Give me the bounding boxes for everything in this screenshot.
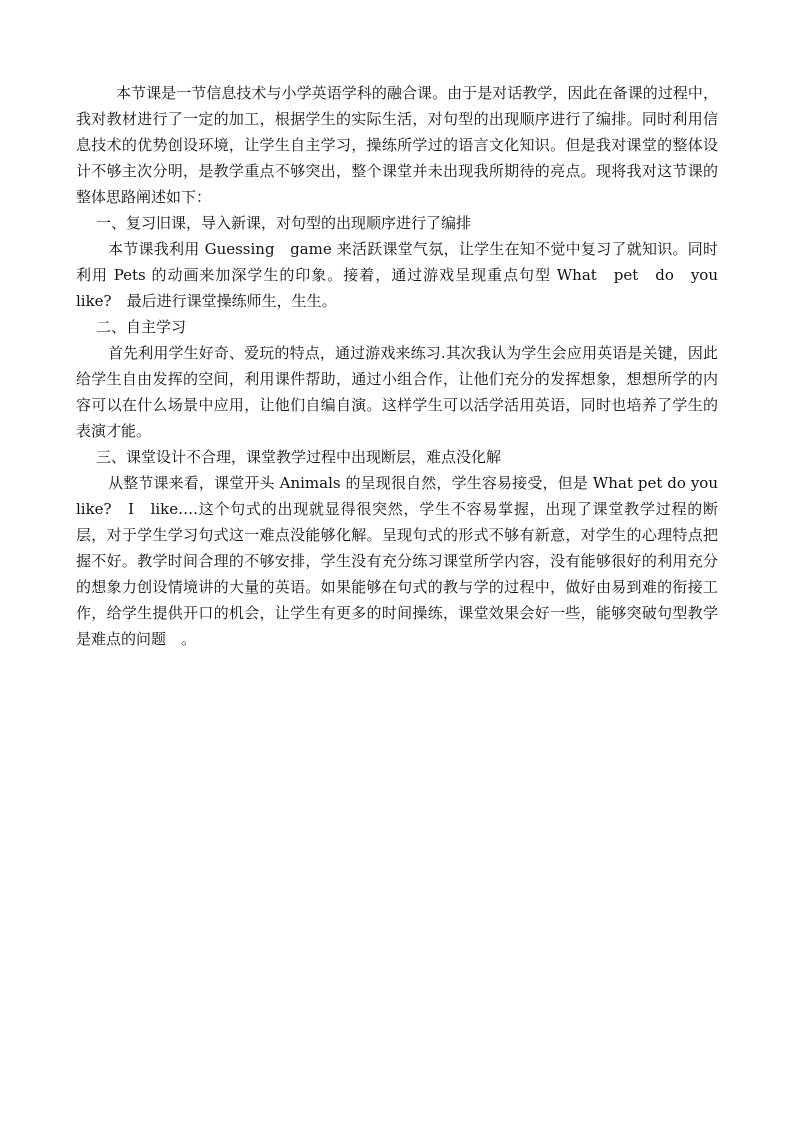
- section-heading-2: 二、自主学习: [96, 318, 187, 336]
- section-paragraph-2: 首先利用学生好奇、爱玩的特点，通过游戏来练习.其次我认为学生会应用英语是关键，因此给学生自由发挥的空间，利用课件帮助，通过小组合作，让他们充分的发挥想象，想想所学的内容可以在什么场景中应用，让他们自编自演。这样学生可以活学活用英语，同时也培养了学生的表演才能。: [76, 344, 718, 440]
- section-paragraph-1: 本节课我利用 Guessing game 来活跃课堂气氛，让学生在知不觉中复习了就知识。同时利用 Pets 的动画来加深学生的印象。接着，通过游戏呈现重点句型 What pet do you like? 最后进行课堂操练师生，生生。: [76, 240, 734, 310]
- intro-paragraph: 本节课是一节信息技术与小学英语学科的融合课。由于是对话教学，因此在备课的过程中，我对教材进行了一定的加工，根据学生的实际生活，对句型的出现顺序进行了编排。同时利用信息技术的优势创设环境，让学生自主学习，操练所学过的语言文化知识。但是我对课堂的整体设计不够主次分明，是教学重点不够突出，整个课堂并未出现我所期待的亮点。现将我对这节课的整体思路阐述如下：: [76, 84, 718, 206]
- section-heading-1: 一、复习旧课，导入新课，对句型的出现顺序进行了编排: [96, 214, 472, 232]
- document-body: [76, 80, 734, 652]
- section-paragraph-3: 从整节课来看，课堂开头 Animals 的呈现很自然，学生容易接受，但是 What pet do you like? I like….这个句式的出现就显得很突然，学生不容易掌握，出现了课堂教学过程的断层，对于学生学习句式这一难点没能够化解。呈现句式的形式不够有新意，对学生的心理特点把握不好。教学时间合理的不够安排，学生没有充分练习课堂所学内容，没有能够很好的利用充分的想象力创设情境讲的大量的英语。如果能够在句式的教与学的过程中，做好由易到难的衔接工作，给学生提供开口的机会，让学生有更多的时间操练，课堂效果会好一些，能够突破句型教学是难点的问题 。: [76, 474, 718, 648]
- section-heading-3: 三、课堂设计不合理，课堂教学过程中出现断层，难点没化解: [96, 448, 502, 466]
